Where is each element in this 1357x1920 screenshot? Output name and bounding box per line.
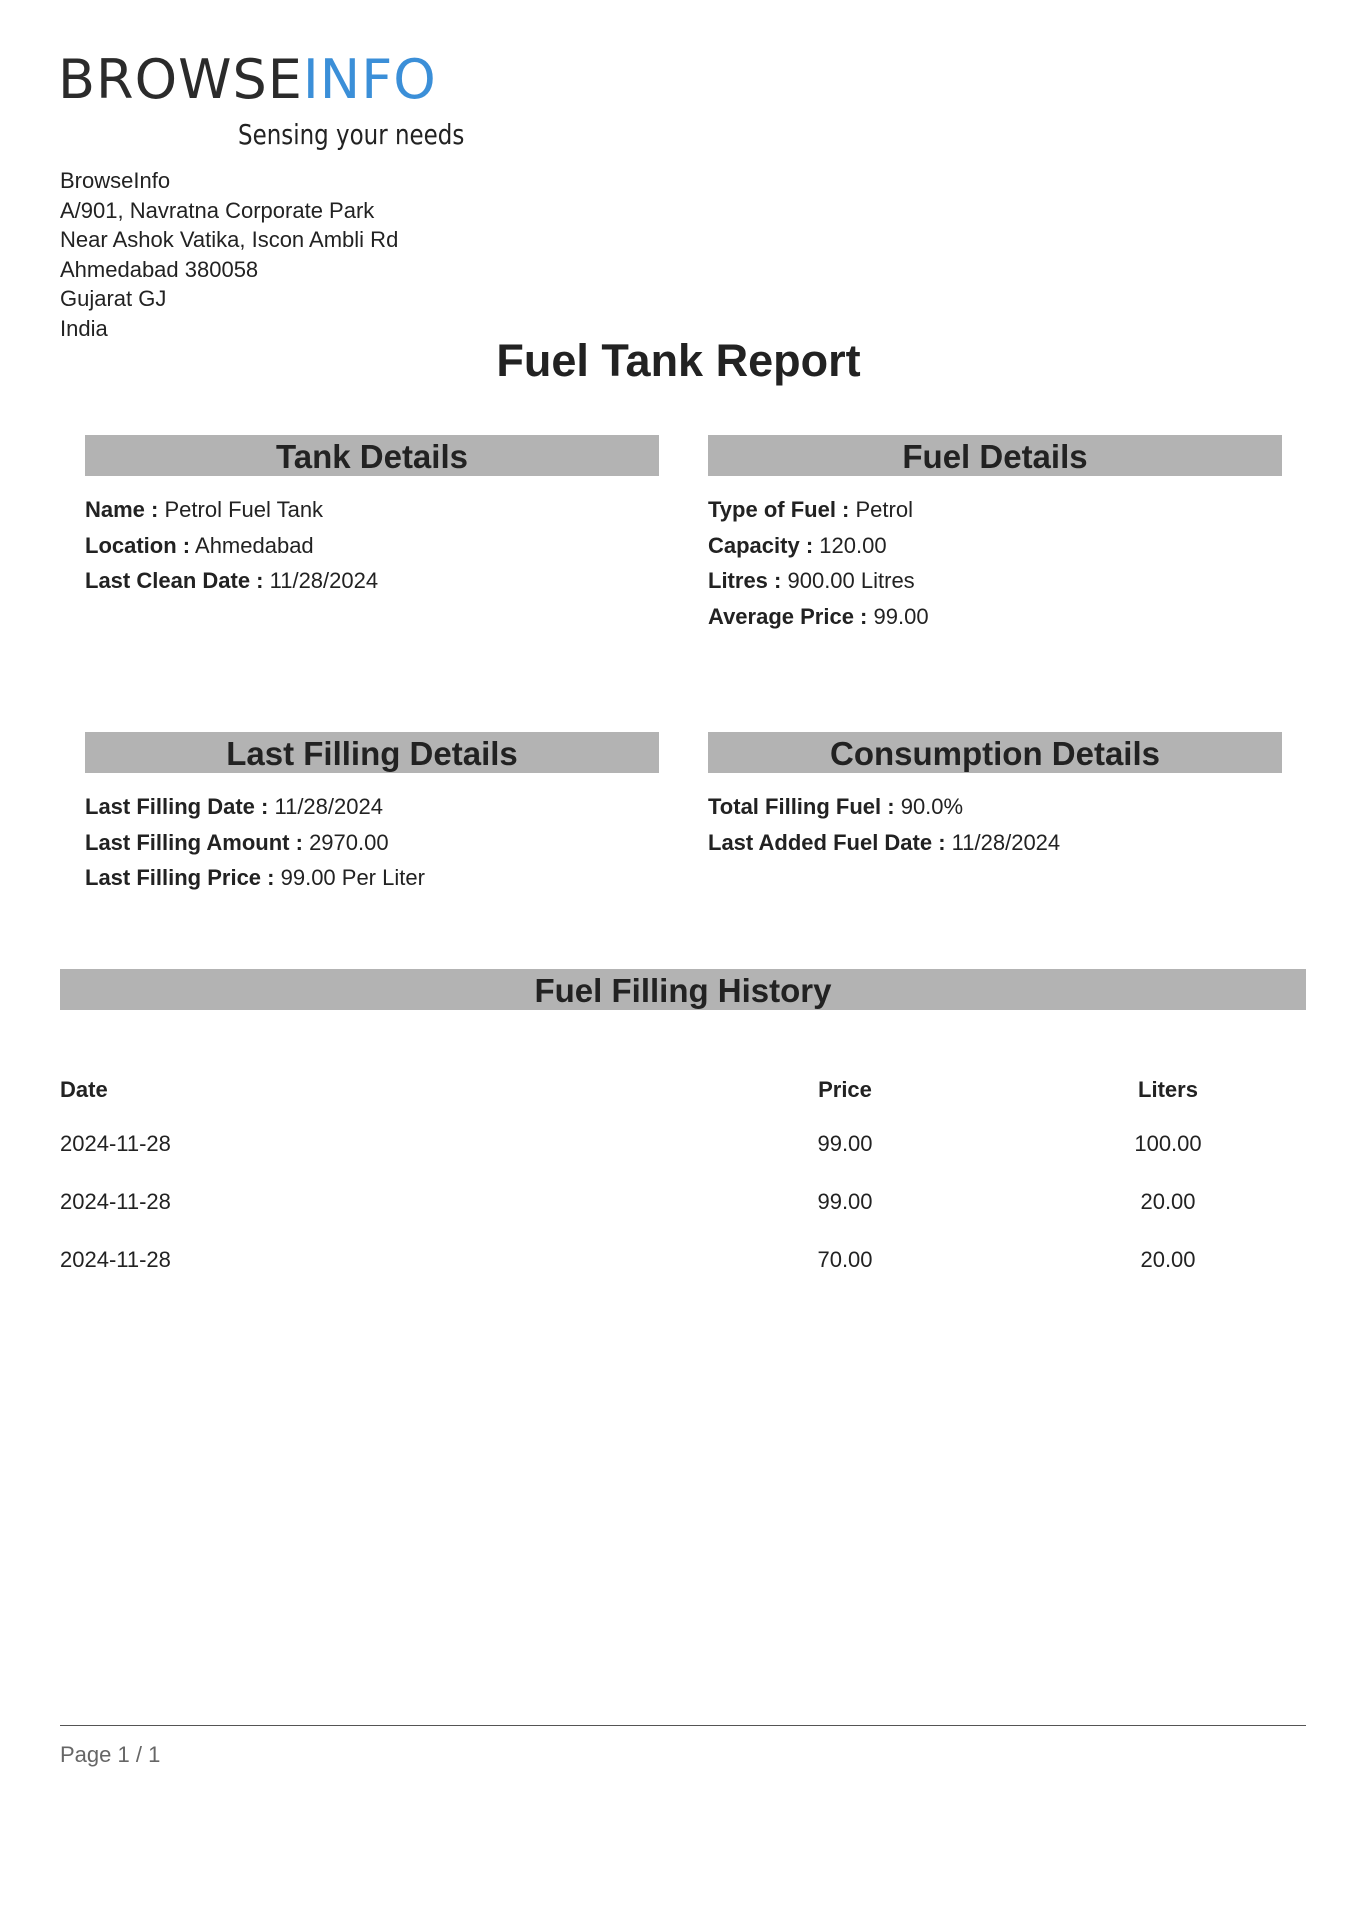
field-value: 90.0%	[900, 794, 964, 819]
field-value: 99.00 Per Liter	[280, 865, 425, 890]
column-header-price: Price	[818, 1077, 872, 1102]
field-value: 2970.00	[309, 829, 389, 855]
cell-price: 99.00	[817, 1131, 873, 1156]
logo-text-accent: INFO	[302, 48, 437, 111]
cell-liters: 100.00	[1134, 1131, 1202, 1156]
field-value: 99.00	[873, 603, 929, 629]
field-label: Last Filling Amount :	[85, 829, 303, 855]
field-label: Litres :	[708, 568, 782, 593]
section-heading: Tank Details	[85, 435, 659, 476]
history-heading: Fuel Filling History	[60, 969, 1306, 1010]
field-label: Last Clean Date :	[85, 568, 264, 593]
column-header-date: Date	[60, 1077, 108, 1102]
field-value: 11/28/2024	[951, 829, 1061, 855]
report-title: Fuel Tank Report	[496, 335, 861, 386]
field-row	[85, 528, 659, 564]
field-label: Location :	[85, 532, 191, 558]
field-value: 11/28/2024	[269, 568, 379, 593]
address-line: Gujarat GJ	[60, 286, 167, 311]
field-label: Name :	[85, 497, 159, 522]
logo-text-dark: BROWSE	[58, 48, 303, 111]
tank-details-section	[85, 435, 659, 599]
address-line: Near Ashok Vatika, Iscon Ambli Rd	[60, 227, 399, 252]
field-label: Last Filling Date :	[85, 794, 269, 819]
field-label: Last Filling Price :	[85, 865, 275, 890]
field-row	[85, 563, 659, 599]
field-value: 900.00 Litres	[787, 568, 915, 593]
table-row	[60, 1115, 1306, 1173]
cell-date: 2024-11-28	[60, 1247, 171, 1272]
field-row	[708, 492, 1282, 528]
section-heading: Last Filling Details	[85, 732, 659, 773]
field-label: Average Price :	[708, 603, 868, 629]
cell-price: 99.00	[817, 1189, 873, 1214]
field-label: Total Filling Fuel :	[708, 794, 895, 819]
last-filling-details-section	[85, 732, 659, 896]
field-row	[708, 599, 1282, 635]
field-row	[85, 860, 659, 896]
cell-liters: 20.00	[1140, 1247, 1196, 1272]
address-line: BrowseInfo	[60, 168, 171, 193]
fuel-details-section	[708, 435, 1282, 634]
table-row	[60, 1173, 1306, 1231]
field-value: Petrol	[855, 497, 913, 522]
column-header-liters: Liters	[1138, 1077, 1198, 1102]
field-label: Type of Fuel :	[708, 497, 850, 522]
field-row	[85, 492, 659, 528]
field-value: 120.00	[819, 532, 887, 558]
footer-divider	[60, 1725, 1306, 1726]
field-row	[708, 825, 1282, 861]
address-line: Ahmedabad 380058	[60, 256, 259, 282]
field-label: Last Added Fuel Date :	[708, 829, 946, 855]
field-row	[85, 789, 659, 825]
section-body	[708, 773, 1282, 860]
field-value: Ahmedabad	[195, 532, 314, 558]
cell-liters: 20.00	[1140, 1189, 1196, 1214]
cell-date: 2024-11-28	[60, 1131, 171, 1156]
section-body	[85, 476, 659, 599]
cell-date: 2024-11-28	[60, 1189, 171, 1214]
field-row	[708, 789, 1282, 825]
field-row	[708, 563, 1282, 599]
section-body	[708, 476, 1282, 634]
table-header-row	[60, 1065, 1306, 1115]
field-row	[85, 825, 659, 861]
logo-wordmark	[58, 50, 437, 110]
table-row	[60, 1231, 1306, 1289]
cell-price: 70.00	[817, 1247, 873, 1272]
field-label: Capacity :	[708, 532, 814, 558]
page-number: Page 1 / 1	[60, 1742, 161, 1767]
section-body	[85, 773, 659, 896]
company-logo	[58, 50, 468, 160]
company-address	[60, 166, 398, 343]
section-heading: Fuel Details	[708, 435, 1282, 476]
history-table	[60, 1065, 1306, 1289]
field-row	[708, 528, 1282, 564]
consumption-details-section	[708, 732, 1282, 860]
section-heading: Consumption Details	[708, 732, 1282, 773]
logo-tagline: Sensing your needs	[238, 118, 465, 151]
field-value: 11/28/2024	[274, 794, 383, 819]
address-line: A/901, Navratna Corporate Park	[60, 197, 375, 223]
address-line: India	[60, 315, 108, 341]
field-value: Petrol Fuel Tank	[164, 497, 324, 522]
